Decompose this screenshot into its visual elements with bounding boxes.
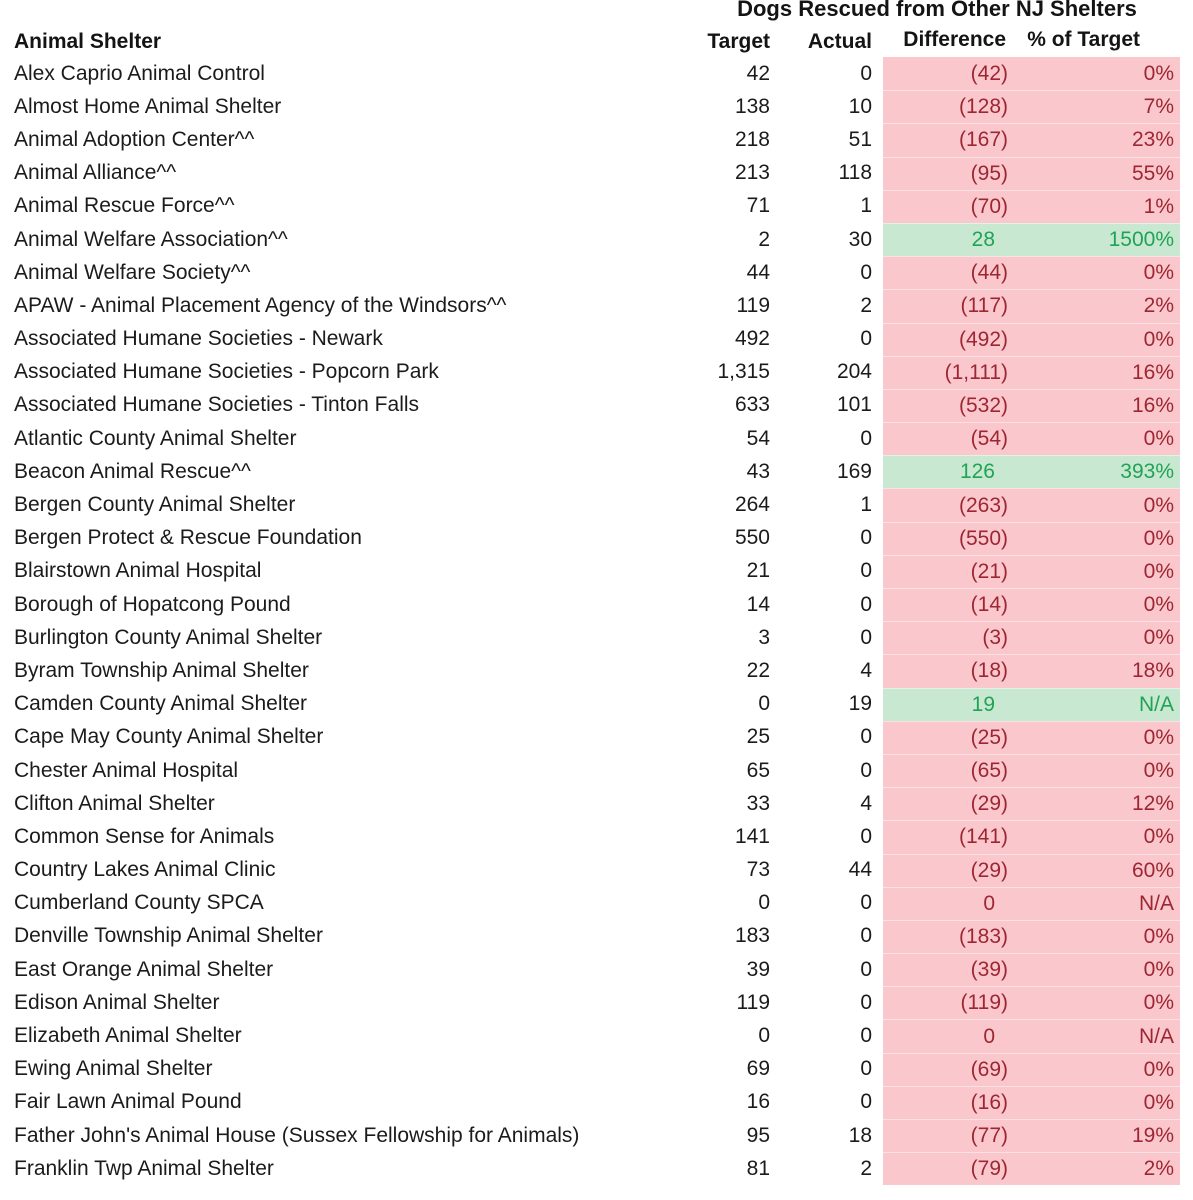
- shelter-name-cell[interactable]: Denville Township Animal Shelter: [14, 924, 323, 948]
- actual-cell[interactable]: 51: [848, 127, 872, 151]
- column-gap: [872, 721, 883, 754]
- group-title-row: [0, 0, 1193, 26]
- group-title: Dogs Rescued from Other NJ Shelters: [737, 0, 1137, 21]
- shelter-name-cell[interactable]: Cape May County Animal Shelter: [14, 725, 324, 749]
- pct-of-target-cell[interactable]: 60%: [1016, 854, 1180, 887]
- actual-cell[interactable]: 0: [860, 559, 872, 583]
- target-cell[interactable]: 81: [746, 1156, 770, 1180]
- pct-of-target-cell[interactable]: 0%: [1016, 721, 1180, 754]
- pct-of-target-cell[interactable]: 7%: [1016, 90, 1180, 123]
- difference-cell[interactable]: (119): [883, 986, 1016, 1019]
- table-row: [0, 356, 1193, 389]
- column-gap: [872, 555, 883, 588]
- actual-cell[interactable]: 2: [860, 293, 872, 317]
- difference-cell[interactable]: (141): [883, 820, 1016, 853]
- column-gap: [872, 323, 883, 356]
- shelter-name-cell[interactable]: Associated Humane Societies - Newark: [14, 327, 383, 351]
- shelter-name-cell[interactable]: Beacon Animal Rescue^^: [14, 459, 251, 483]
- table-row: [0, 887, 1193, 920]
- target-cell[interactable]: 65: [746, 758, 770, 782]
- pct-of-target-cell[interactable]: 393%: [1016, 455, 1180, 488]
- pct-of-target-cell[interactable]: N/A: [1016, 887, 1180, 920]
- actual-cell[interactable]: 10: [848, 94, 872, 118]
- pct-of-target-cell[interactable]: 0%: [1016, 588, 1180, 621]
- target-cell[interactable]: 42: [746, 61, 770, 85]
- column-gap: [872, 57, 883, 90]
- target-cell[interactable]: 69: [746, 1057, 770, 1081]
- table-row: [0, 57, 1193, 90]
- table-row: [0, 1019, 1193, 1052]
- difference-cell[interactable]: (54): [883, 422, 1016, 455]
- pct-of-target-cell[interactable]: 0%: [1016, 1053, 1180, 1086]
- table-row: [0, 223, 1193, 256]
- column-gap: [872, 26, 883, 54]
- actual-cell[interactable]: 4: [860, 791, 872, 815]
- difference-cell[interactable]: (550): [883, 522, 1016, 555]
- difference-cell[interactable]: 28: [883, 223, 1016, 256]
- table-row: [0, 389, 1193, 422]
- pct-of-target-cell[interactable]: 0%: [1016, 57, 1180, 90]
- shelter-name-cell[interactable]: Chester Animal Hospital: [14, 758, 239, 782]
- column-gap: [872, 887, 883, 920]
- table-row: [0, 820, 1193, 853]
- pct-of-target-cell[interactable]: 0%: [1016, 986, 1180, 1019]
- actual-cell[interactable]: 0: [860, 725, 872, 749]
- column-header-animal-shelter[interactable]: Animal Shelter: [14, 30, 162, 53]
- difference-cell[interactable]: (1,111): [883, 356, 1016, 389]
- column-gap: [872, 389, 883, 422]
- shelter-name-cell[interactable]: APAW - Animal Placement Agency of the Windsors^^: [14, 293, 507, 317]
- difference-cell[interactable]: (532): [883, 389, 1016, 422]
- target-cell[interactable]: 95: [746, 1123, 770, 1147]
- column-gap: [872, 854, 883, 887]
- actual-cell[interactable]: 0: [860, 891, 872, 915]
- table-row: [0, 455, 1193, 488]
- difference-cell[interactable]: (25): [883, 721, 1016, 754]
- column-gap: [872, 90, 883, 123]
- difference-cell[interactable]: 126: [883, 455, 1016, 488]
- target-cell[interactable]: 22: [746, 658, 770, 682]
- difference-cell[interactable]: (128): [883, 90, 1016, 123]
- table-row: [0, 953, 1193, 986]
- table-row: [0, 522, 1193, 555]
- difference-cell[interactable]: (263): [883, 488, 1016, 521]
- actual-cell[interactable]: 0: [860, 1090, 872, 1114]
- difference-cell[interactable]: (69): [883, 1053, 1016, 1086]
- actual-cell[interactable]: 2: [860, 1156, 872, 1180]
- difference-cell[interactable]: (167): [883, 123, 1016, 156]
- pct-of-target-cell[interactable]: 18%: [1016, 654, 1180, 687]
- column-gap: [872, 688, 883, 721]
- pct-of-target-cell[interactable]: 16%: [1016, 389, 1180, 422]
- pct-of-target-cell[interactable]: 0%: [1016, 754, 1180, 787]
- pct-of-target-cell[interactable]: 1%: [1016, 190, 1180, 223]
- target-cell[interactable]: 633: [734, 393, 770, 417]
- table-row: [0, 90, 1193, 123]
- target-cell[interactable]: 119: [736, 990, 770, 1014]
- actual-cell[interactable]: 44: [848, 858, 872, 882]
- target-cell[interactable]: 73: [746, 858, 770, 882]
- actual-cell[interactable]: 1: [860, 194, 872, 218]
- actual-cell[interactable]: 19: [848, 692, 872, 716]
- pct-of-target-cell[interactable]: N/A: [1016, 1019, 1180, 1052]
- actual-cell[interactable]: 0: [860, 957, 872, 981]
- target-cell[interactable]: 183: [734, 924, 770, 948]
- column-gap: [872, 422, 883, 455]
- column-gap: [872, 1152, 883, 1185]
- table-row: [0, 256, 1193, 289]
- shelter-name-cell[interactable]: Cumberland County SPCA: [14, 891, 264, 915]
- difference-cell[interactable]: (183): [883, 920, 1016, 953]
- shelter-name-cell[interactable]: East Orange Animal Shelter: [14, 957, 274, 981]
- table-row: [0, 654, 1193, 687]
- difference-cell[interactable]: (42): [883, 57, 1016, 90]
- table-row: [0, 555, 1193, 588]
- difference-cell[interactable]: (70): [883, 190, 1016, 223]
- table-row: [0, 422, 1193, 455]
- table-row: [0, 123, 1193, 156]
- shelter-name-cell[interactable]: Edison Animal Shelter: [14, 990, 220, 1014]
- target-cell[interactable]: 39: [746, 957, 770, 981]
- target-cell[interactable]: 54: [746, 426, 770, 450]
- shelter-name-cell[interactable]: Bergen County Animal Shelter: [14, 493, 296, 517]
- pct-of-target-cell[interactable]: 0%: [1016, 621, 1180, 654]
- actual-cell[interactable]: 0: [860, 327, 872, 351]
- actual-cell[interactable]: 0: [860, 260, 872, 284]
- difference-cell[interactable]: (117): [883, 289, 1016, 322]
- table-row: [0, 787, 1193, 820]
- pct-of-target-cell[interactable]: 0%: [1016, 1086, 1180, 1119]
- actual-cell[interactable]: 0: [860, 426, 872, 450]
- shelter-name-cell[interactable]: Animal Welfare Society^^: [14, 260, 251, 284]
- target-cell[interactable]: 3: [758, 625, 770, 649]
- pct-of-target-cell[interactable]: 0%: [1016, 522, 1180, 555]
- column-gap: [872, 190, 883, 223]
- pct-of-target-cell[interactable]: 0%: [1016, 422, 1180, 455]
- shelter-name-cell[interactable]: Fair Lawn Animal Pound: [14, 1090, 242, 1114]
- column-gap: [872, 1119, 883, 1152]
- pct-of-target-cell[interactable]: 12%: [1016, 787, 1180, 820]
- actual-cell[interactable]: 1: [860, 493, 872, 517]
- table-row: [0, 688, 1193, 721]
- column-gap: [872, 157, 883, 190]
- shelter-name-cell[interactable]: Camden County Animal Shelter: [14, 692, 307, 716]
- target-cell[interactable]: 0: [758, 891, 770, 915]
- pct-of-target-cell[interactable]: 23%: [1016, 123, 1180, 156]
- pct-of-target-cell[interactable]: N/A: [1016, 688, 1180, 721]
- pct-of-target-cell[interactable]: 2%: [1016, 289, 1180, 322]
- pct-of-target-cell[interactable]: 0%: [1016, 488, 1180, 521]
- actual-cell[interactable]: 0: [860, 924, 872, 948]
- column-gap: [872, 986, 883, 1019]
- target-cell[interactable]: 0: [758, 692, 770, 716]
- actual-cell[interactable]: 0: [860, 625, 872, 649]
- pct-of-target-cell[interactable]: 0%: [1016, 256, 1180, 289]
- shelter-name-cell[interactable]: Burlington County Animal Shelter: [14, 625, 323, 649]
- target-cell[interactable]: 21: [746, 559, 770, 583]
- difference-cell[interactable]: (18): [883, 654, 1016, 687]
- difference-cell[interactable]: (39): [883, 953, 1016, 986]
- difference-cell[interactable]: (492): [883, 323, 1016, 356]
- column-gap: [872, 356, 883, 389]
- actual-cell[interactable]: 0: [860, 824, 872, 848]
- difference-cell[interactable]: (44): [883, 256, 1016, 289]
- target-cell[interactable]: 0: [758, 1024, 770, 1048]
- table-row: [0, 588, 1193, 621]
- difference-cell[interactable]: 19: [883, 688, 1016, 721]
- column-gap: [872, 289, 883, 322]
- table-row: [0, 1119, 1193, 1152]
- target-cell[interactable]: 33: [746, 791, 770, 815]
- target-cell[interactable]: 213: [734, 161, 770, 185]
- difference-cell[interactable]: (29): [883, 787, 1016, 820]
- table-body: [0, 57, 1193, 1185]
- difference-cell[interactable]: (21): [883, 555, 1016, 588]
- target-cell[interactable]: 550: [734, 526, 770, 550]
- pct-of-target-cell[interactable]: 19%: [1016, 1119, 1180, 1152]
- actual-cell[interactable]: 30: [848, 227, 872, 251]
- target-cell[interactable]: 264: [734, 493, 770, 517]
- shelter-name-cell[interactable]: Almost Home Animal Shelter: [14, 94, 282, 118]
- shelter-name-cell[interactable]: Elizabeth Animal Shelter: [14, 1024, 242, 1048]
- target-cell[interactable]: 44: [746, 260, 770, 284]
- column-header-pct-of-target[interactable]: % of Target: [1027, 28, 1140, 51]
- table-row: [0, 721, 1193, 754]
- pct-of-target-cell[interactable]: 0%: [1016, 555, 1180, 588]
- actual-cell[interactable]: 204: [836, 360, 872, 384]
- shelter-name-cell[interactable]: Animal Alliance^^: [14, 161, 177, 185]
- table-row: [0, 157, 1193, 190]
- target-cell[interactable]: 14: [746, 592, 770, 616]
- column-gap: [872, 1053, 883, 1086]
- difference-cell[interactable]: (77): [883, 1119, 1016, 1152]
- target-cell[interactable]: 119: [736, 293, 770, 317]
- actual-cell[interactable]: 0: [860, 990, 872, 1014]
- shelter-name-cell[interactable]: Country Lakes Animal Clinic: [14, 858, 276, 882]
- table-row: [0, 1053, 1193, 1086]
- column-header-target[interactable]: Target: [707, 30, 770, 53]
- actual-cell[interactable]: 0: [860, 592, 872, 616]
- table-row: [0, 323, 1193, 356]
- shelter-name-cell[interactable]: Blairstown Animal Hospital: [14, 559, 262, 583]
- table-row: [0, 854, 1193, 887]
- shelter-name-cell[interactable]: Ewing Animal Shelter: [14, 1057, 213, 1081]
- shelter-name-cell[interactable]: Animal Rescue Force^^: [14, 194, 235, 218]
- difference-cell[interactable]: (65): [883, 754, 1016, 787]
- shelter-name-cell[interactable]: Borough of Hopatcong Pound: [14, 592, 291, 616]
- difference-cell[interactable]: (29): [883, 854, 1016, 887]
- actual-cell[interactable]: 101: [836, 393, 872, 417]
- table-row: [0, 488, 1193, 521]
- target-cell[interactable]: 25: [746, 725, 770, 749]
- difference-cell[interactable]: 0: [883, 887, 1016, 920]
- column-gap: [872, 223, 883, 256]
- column-gap: [872, 621, 883, 654]
- actual-cell[interactable]: 18: [848, 1123, 872, 1147]
- difference-cell[interactable]: (79): [883, 1152, 1016, 1185]
- target-cell[interactable]: 16: [746, 1090, 770, 1114]
- column-gap: [872, 123, 883, 156]
- pct-of-target-cell[interactable]: 2%: [1016, 1152, 1180, 1185]
- difference-cell[interactable]: (14): [883, 588, 1016, 621]
- shelter-name-cell[interactable]: Associated Humane Societies - Popcorn Park: [14, 360, 439, 384]
- actual-cell[interactable]: 4: [860, 658, 872, 682]
- table-row: [0, 1086, 1193, 1119]
- target-cell[interactable]: 141: [734, 824, 770, 848]
- shelter-name-cell[interactable]: Bergen Protect & Rescue Foundation: [14, 526, 362, 550]
- table-row: [0, 920, 1193, 953]
- column-gap: [872, 953, 883, 986]
- column-gap: [872, 588, 883, 621]
- target-cell[interactable]: 2: [758, 227, 770, 251]
- shelter-name-cell[interactable]: Franklin Twp Animal Shelter: [14, 1156, 274, 1180]
- shelter-name-cell[interactable]: Common Sense for Animals: [14, 824, 275, 848]
- difference-cell[interactable]: (3): [883, 621, 1016, 654]
- pct-of-target-cell[interactable]: 55%: [1016, 157, 1180, 190]
- column-header-actual[interactable]: Actual: [807, 30, 872, 53]
- table-row: [0, 289, 1193, 322]
- target-cell[interactable]: 218: [734, 127, 770, 151]
- actual-cell[interactable]: 118: [838, 161, 872, 185]
- column-header-row: [0, 26, 1193, 57]
- shelter-name-cell[interactable]: Alex Caprio Animal Control: [14, 61, 265, 85]
- column-gap: [872, 1086, 883, 1119]
- shelter-name-cell[interactable]: Father John's Animal House (Sussex Fellowship for Animals): [14, 1123, 580, 1147]
- shelter-name-cell[interactable]: Byram Township Animal Shelter: [14, 658, 309, 682]
- shelter-name-cell[interactable]: Clifton Animal Shelter: [14, 791, 215, 815]
- actual-cell[interactable]: 0: [860, 61, 872, 85]
- actual-cell[interactable]: 169: [836, 459, 872, 483]
- difference-cell[interactable]: (16): [883, 1086, 1016, 1119]
- target-cell[interactable]: 71: [746, 194, 770, 218]
- shelter-name-cell[interactable]: Animal Welfare Association^^: [14, 227, 288, 251]
- column-gap: [872, 1019, 883, 1052]
- target-cell[interactable]: 138: [734, 94, 770, 118]
- column-gap: [872, 820, 883, 853]
- target-cell[interactable]: 1,315: [717, 360, 770, 384]
- pct-of-target-cell[interactable]: 0%: [1016, 820, 1180, 853]
- column-header-difference[interactable]: Difference: [903, 28, 1006, 51]
- target-cell[interactable]: 492: [734, 327, 770, 351]
- actual-cell[interactable]: 0: [860, 1024, 872, 1048]
- pct-of-target-cell[interactable]: 16%: [1016, 356, 1180, 389]
- difference-cell[interactable]: 0: [883, 1019, 1016, 1052]
- pct-of-target-cell[interactable]: 0%: [1016, 920, 1180, 953]
- column-gap: [872, 522, 883, 555]
- shelter-name-cell[interactable]: Associated Humane Societies - Tinton Falls: [14, 393, 420, 417]
- target-cell[interactable]: 43: [746, 459, 770, 483]
- pct-of-target-cell[interactable]: 0%: [1016, 323, 1180, 356]
- shelter-name-cell[interactable]: Animal Adoption Center^^: [14, 127, 255, 151]
- pct-of-target-cell[interactable]: 0%: [1016, 953, 1180, 986]
- column-gap: [872, 754, 883, 787]
- actual-cell[interactable]: 0: [860, 758, 872, 782]
- table-row: [0, 621, 1193, 654]
- column-gap: [872, 654, 883, 687]
- table-row: [0, 190, 1193, 223]
- column-gap: [872, 256, 883, 289]
- shelter-name-cell[interactable]: Atlantic County Animal Shelter: [14, 426, 297, 450]
- table-row: [0, 1152, 1193, 1185]
- column-gap: [872, 787, 883, 820]
- column-gap: [872, 488, 883, 521]
- column-gap: [872, 920, 883, 953]
- actual-cell[interactable]: 0: [860, 526, 872, 550]
- table-row: [0, 986, 1193, 1019]
- pct-of-target-cell[interactable]: 1500%: [1016, 223, 1180, 256]
- actual-cell[interactable]: 0: [860, 1057, 872, 1081]
- table-row: [0, 754, 1193, 787]
- column-gap: [872, 455, 883, 488]
- difference-cell[interactable]: (95): [883, 157, 1016, 190]
